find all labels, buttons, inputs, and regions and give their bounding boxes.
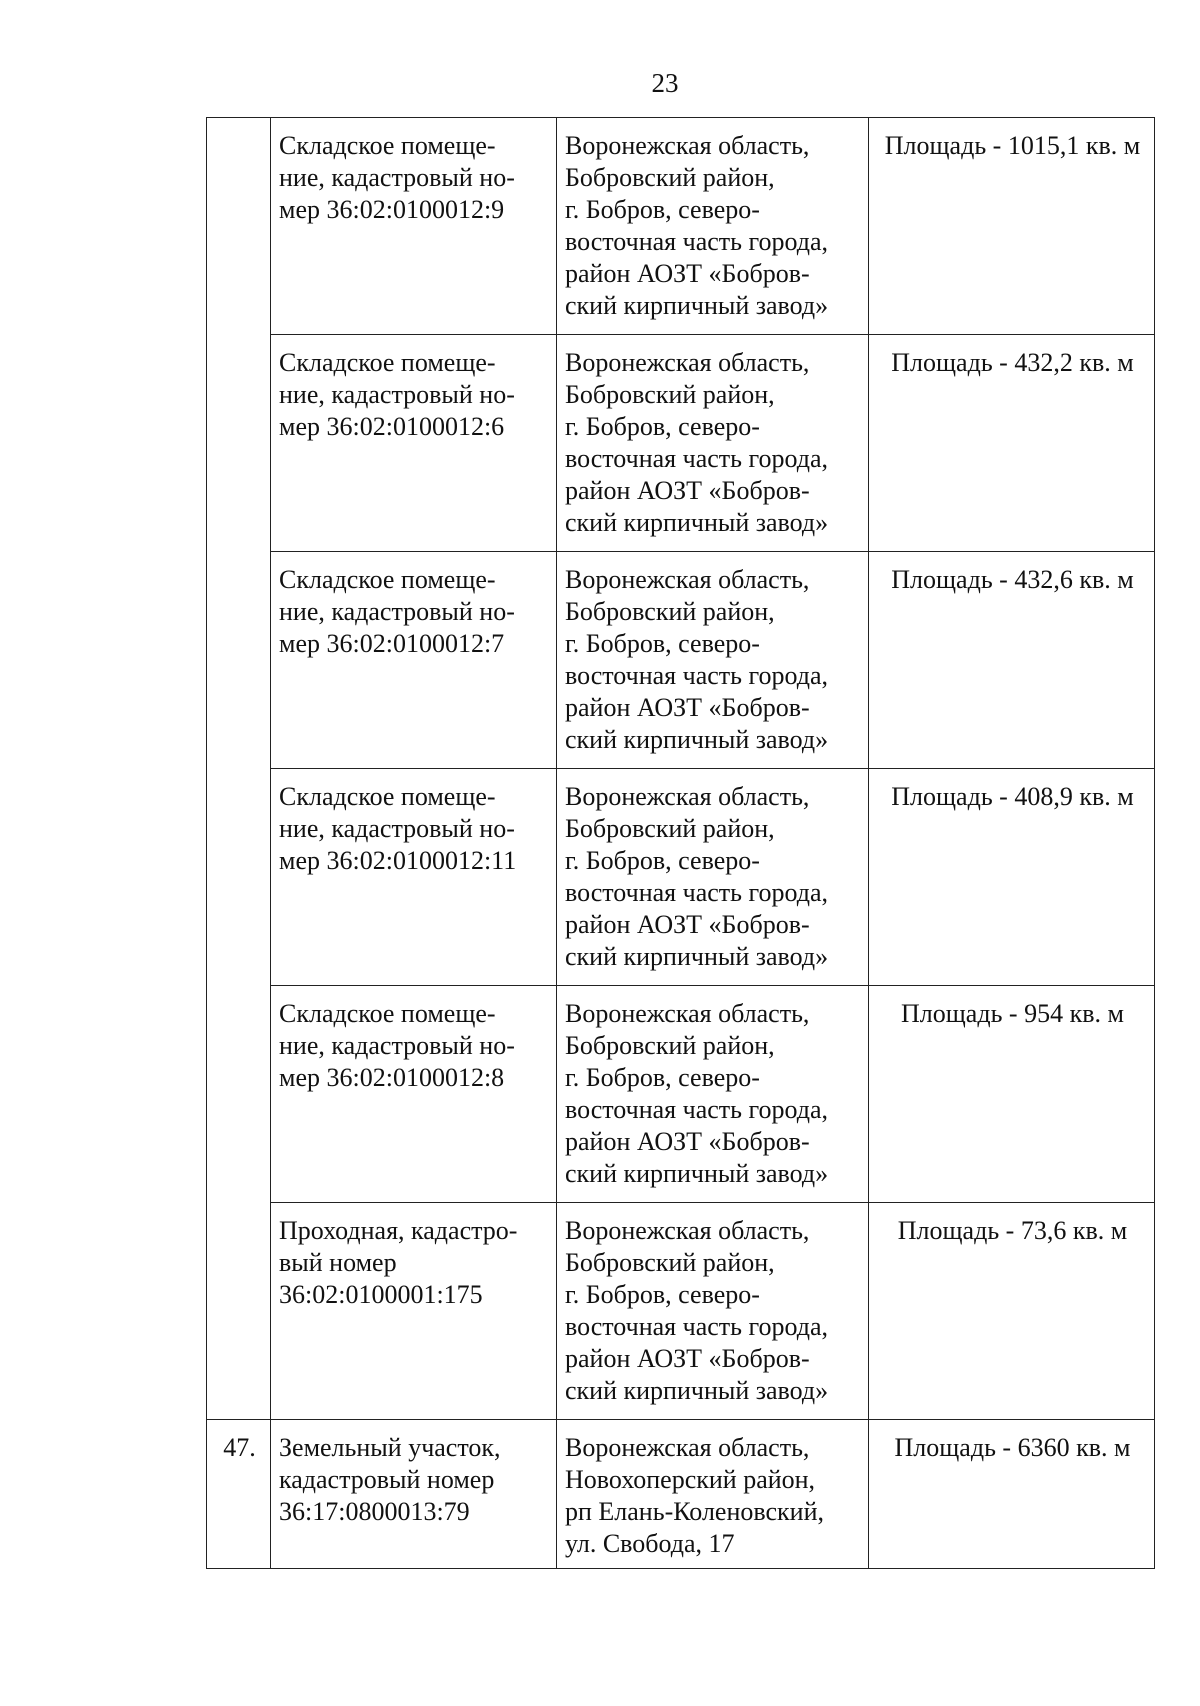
property-name-cell: Складское помеще- ние, кадастровый но- мер 36:02:0100012:7 (271, 552, 557, 769)
table-row-47 (207, 1420, 1155, 1569)
table-row (207, 769, 1155, 986)
row-number-cell-empty (207, 118, 271, 1420)
property-address-cell: Воронежская область, Бобровский район, г. Бобров, северо- восточная часть города, район АОЗТ «Бобров- ский кирпичный завод» (557, 552, 869, 769)
row-number-cell: 47. (207, 1420, 271, 1569)
property-area-cell: Площадь - 954 кв. м (869, 986, 1155, 1203)
property-name-cell: Проходная, кадастро- вый номер 36:02:0100001:175 (271, 1203, 557, 1420)
property-name-cell: Земельный участок, кадастровый номер 36:17:0800013:79 (271, 1420, 557, 1569)
property-table (206, 117, 1155, 1569)
property-address-cell: Воронежская область, Бобровский район, г. Бобров, северо- восточная часть города, район АОЗТ «Бобров- ский кирпичный завод» (557, 986, 869, 1203)
table-row (207, 986, 1155, 1203)
property-address-cell: Воронежская область, Бобровский район, г. Бобров, северо- восточная часть города, район АОЗТ «Бобров- ский кирпичный завод» (557, 1203, 869, 1420)
property-name-cell: Складское помеще- ние, кадастровый но- мер 36:02:0100012:8 (271, 986, 557, 1203)
property-address-cell: Воронежская область, Бобровский район, г. Бобров, северо- восточная часть города, район АОЗТ «Бобров- ский кирпичный завод» (557, 769, 869, 986)
property-area-cell: Площадь - 1015,1 кв. м (869, 118, 1155, 335)
property-name-cell: Складское помеще- ние, кадастровый но- мер 36:02:0100012:6 (271, 335, 557, 552)
property-name-cell: Складское помеще- ние, кадастровый но- мер 36:02:0100012:9 (271, 118, 557, 335)
property-area-cell: Площадь - 432,6 кв. м (869, 552, 1155, 769)
table-row (207, 335, 1155, 552)
property-area-cell: Площадь - 408,9 кв. м (869, 769, 1155, 986)
table-row (207, 1203, 1155, 1420)
property-name-cell: Складское помеще- ние, кадастровый но- мер 36:02:0100012:11 (271, 769, 557, 986)
page-number: 23 (651, 68, 679, 98)
table-row (207, 552, 1155, 769)
property-address-cell: Воронежская область, Новохоперский район, рп Елань-Коленовский, ул. Свобода, 17 (557, 1420, 869, 1569)
table-row (207, 118, 1155, 335)
property-area-cell: Площадь - 432,2 кв. м (869, 335, 1155, 552)
property-area-cell: Площадь - 6360 кв. м (869, 1420, 1155, 1569)
property-address-cell: Воронежская область, Бобровский район, г. Бобров, северо- восточная часть города, район АОЗТ «Бобров- ский кирпичный завод» (557, 335, 869, 552)
property-area-cell: Площадь - 73,6 кв. м (869, 1203, 1155, 1420)
property-address-cell: Воронежская область, Бобровский район, г. Бобров, северо- восточная часть города, район АОЗТ «Бобров- ский кирпичный завод» (557, 118, 869, 335)
